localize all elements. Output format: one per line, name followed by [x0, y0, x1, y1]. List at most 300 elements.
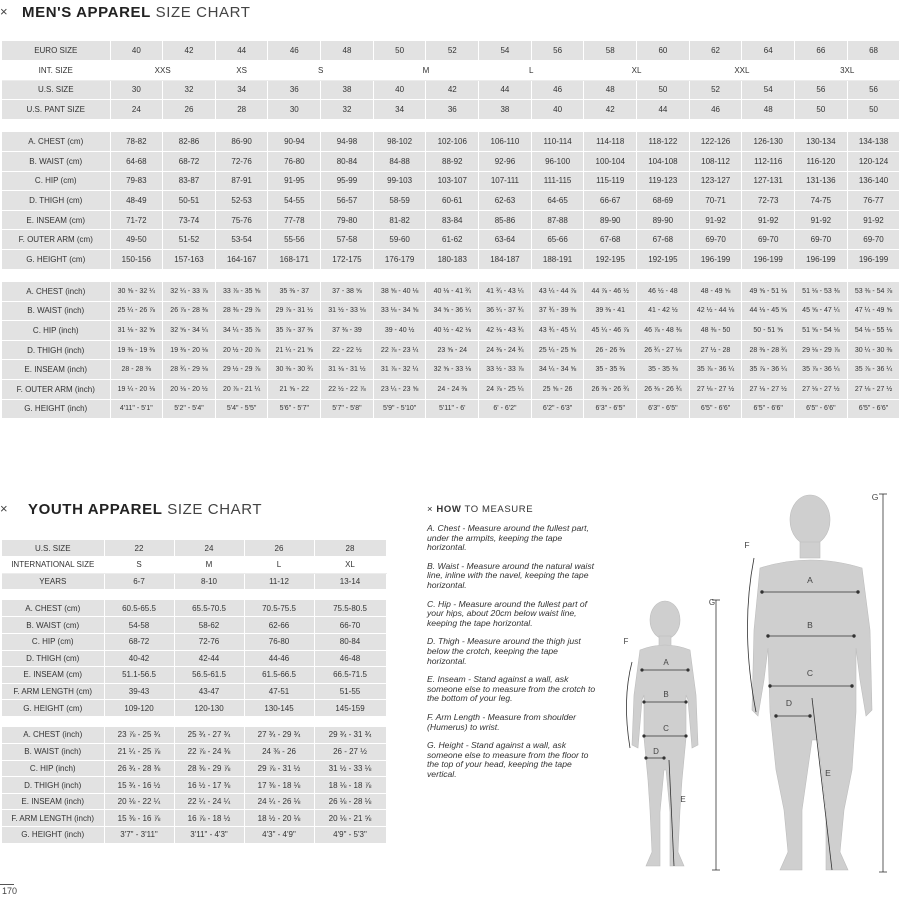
- table-cell: L: [244, 557, 314, 574]
- table-cell: 30 ⅝ - 32 ¼: [110, 282, 163, 302]
- table-cell: 25 ¾ - 27 ¾: [174, 727, 244, 744]
- table-cell: 79-80: [321, 210, 374, 230]
- table-cell: 42 ½ - 44 ⅛: [689, 301, 742, 321]
- measure-inseam-instruction: E. Inseam - Stand against a wall, ask someone else to measure from the crotch to the bottom of your leg.: [427, 674, 596, 704]
- table-cell: 32 ⅝ - 33 ⅛: [426, 360, 479, 380]
- table-cell: 38: [479, 100, 532, 120]
- table-cell: 26 ⅞ - 28 ⅜: [163, 301, 216, 321]
- row-label: B. WAIST (cm): [2, 151, 110, 171]
- table-cell: 36: [426, 100, 479, 120]
- table-cell: 83-87: [163, 171, 216, 191]
- svg-text:D: D: [653, 747, 659, 756]
- table-cell: 86-90: [215, 132, 268, 152]
- table-cell: 48 ⅜ - 50: [689, 321, 742, 341]
- table-cell: 22 - 22 ½: [321, 340, 374, 360]
- table-cell: 61.5-66.5: [244, 667, 314, 684]
- table-gap: [2, 590, 386, 601]
- table-cell: 27 ⅛ - 27 ½: [847, 380, 900, 400]
- table-cell: 66.5-71.5: [314, 667, 386, 684]
- svg-text:G: G: [708, 598, 716, 607]
- table-cell: 3'7" - 3'11": [104, 827, 174, 844]
- table-cell: 91-92: [689, 210, 742, 230]
- table-cell: XL: [584, 61, 689, 81]
- table-cell: 136-140: [847, 171, 900, 191]
- table-cell: 106-110: [479, 132, 532, 152]
- table-cell: 91-92: [847, 210, 900, 230]
- table-cell: 84-88: [373, 151, 426, 171]
- table-cell: 58-59: [373, 191, 426, 211]
- table-cell: 188-191: [531, 249, 584, 269]
- table-cell: 34: [215, 80, 268, 100]
- table-cell: 92-96: [479, 151, 532, 171]
- table-cell: 96-100: [531, 151, 584, 171]
- row-label: INT. SIZE: [2, 61, 110, 81]
- table-cell: 94-98: [321, 132, 374, 152]
- table-row: [2, 282, 900, 302]
- table-cell: M: [373, 61, 478, 81]
- table-cell: XS: [215, 61, 268, 81]
- table-row: [2, 540, 386, 557]
- table-cell: 196-199: [742, 249, 795, 269]
- table-cell: 66-67: [584, 191, 637, 211]
- table-cell: 26: [163, 100, 216, 120]
- table-cell: 50 - 51 ⅝: [742, 321, 795, 341]
- row-label: A. CHEST (cm): [2, 132, 110, 152]
- close-icon: ×: [427, 504, 434, 515]
- table-cell: 46 ½ - 48: [637, 282, 690, 302]
- table-cell: 79-83: [110, 171, 163, 191]
- table-cell: 6' - 6'2": [479, 399, 532, 419]
- table-cell: 50: [847, 100, 900, 120]
- table-cell: 45 ¼ - 46 ⅞: [584, 321, 637, 341]
- table-cell: 111-115: [531, 171, 584, 191]
- table-cell: 39 - 40 ½: [373, 321, 426, 341]
- table-cell: 29 ⅞ - 31 ½: [268, 301, 321, 321]
- table-cell: 52: [689, 80, 742, 100]
- table-cell: 29 ½ - 29 ⅞: [215, 360, 268, 380]
- table-cell: 107-111: [479, 171, 532, 191]
- table-cell: 95-99: [321, 171, 374, 191]
- table-row: [2, 340, 900, 360]
- table-cell: 44 ⅞ - 46 ½: [584, 282, 637, 302]
- table-row: [2, 301, 900, 321]
- row-label: A. CHEST (inch): [2, 282, 110, 302]
- table-cell: 72-76: [215, 151, 268, 171]
- table-cell: 26 ⅛ - 28 ⅛: [314, 793, 386, 810]
- table-cell: 116-120: [795, 151, 848, 171]
- table-cell: 91-92: [795, 210, 848, 230]
- table-cell: 44-46: [244, 650, 314, 667]
- table-cell: 28 ⅜ - 29 ⅞: [215, 301, 268, 321]
- table-cell: 54-55: [268, 191, 321, 211]
- table-cell: 26 ¾ - 28 ⅜: [104, 760, 174, 777]
- table-cell: 22 ⅞ - 24 ⅜: [174, 744, 244, 761]
- table-cell: 48 - 49 ⅝: [689, 282, 742, 302]
- table-cell: 32 ¼ - 33 ⅞: [163, 282, 216, 302]
- row-label: G. HEIGHT (cm): [2, 249, 110, 269]
- table-cell: 87-88: [531, 210, 584, 230]
- how-light: TO MEASURE: [464, 504, 534, 515]
- table-cell: 31 ⅞ - 32 ¼: [373, 360, 426, 380]
- table-cell: 40 ⅛ - 41 ¾: [426, 282, 479, 302]
- table-cell: 35 ⅞ - 36 ¼: [742, 360, 795, 380]
- table-cell: 29 ⅞ - 31 ½: [244, 760, 314, 777]
- table-cell: 114-118: [584, 132, 637, 152]
- row-label: D. THIGH (inch): [2, 777, 104, 794]
- table-cell: 26 ⅜ - 26 ¾: [584, 380, 637, 400]
- table-cell: 42 ⅛ - 43 ¾: [479, 321, 532, 341]
- table-cell: 70-71: [689, 191, 742, 211]
- row-label: INTERNATIONAL SIZE: [2, 557, 104, 574]
- table-row: [2, 827, 386, 844]
- table-cell: 52: [426, 41, 479, 61]
- table-cell: 40-42: [104, 650, 174, 667]
- table-cell: 27 ⅛ - 27 ½: [742, 380, 795, 400]
- table-cell: 40 ½ - 42 ⅛: [426, 321, 479, 341]
- table-cell: 103-107: [426, 171, 479, 191]
- table-cell: 3'11" - 4'3": [174, 827, 244, 844]
- table-cell: 23 ⅞ - 25 ¾: [104, 727, 174, 744]
- table-cell: 22: [104, 540, 174, 557]
- table-cell: 168-171: [268, 249, 321, 269]
- table-cell: 71-72: [110, 210, 163, 230]
- table-row: [2, 633, 386, 650]
- table-cell: 46: [689, 100, 742, 120]
- table-cell: 24: [174, 540, 244, 557]
- table-cell: 87-91: [215, 171, 268, 191]
- table-cell: 6'2" - 6'3": [531, 399, 584, 419]
- table-row: [2, 399, 900, 419]
- table-cell: 61-62: [426, 230, 479, 250]
- table-cell: 68-72: [104, 633, 174, 650]
- table-cell: 119-123: [637, 171, 690, 191]
- table-row: [2, 61, 900, 81]
- table-cell: 68-72: [163, 151, 216, 171]
- table-cell: 51-55: [314, 683, 386, 700]
- table-cell: 66-70: [314, 617, 386, 634]
- table-cell: 56.5-61.5: [174, 667, 244, 684]
- table-cell: 3XL: [795, 61, 900, 81]
- svg-text:A: A: [663, 658, 669, 667]
- table-cell: 100-104: [584, 151, 637, 171]
- table-cell: 24 ⅜ - 26: [244, 744, 314, 761]
- table-cell: 77-78: [268, 210, 321, 230]
- row-label: U.S. SIZE: [2, 540, 104, 557]
- table-cell: 31 ½ - 33 ⅛: [314, 760, 386, 777]
- row-label: EURO SIZE: [2, 41, 110, 61]
- table-cell: 28: [215, 100, 268, 120]
- table-cell: 49-50: [110, 230, 163, 250]
- table-cell: 91-92: [742, 210, 795, 230]
- table-cell: 115-119: [584, 171, 637, 191]
- row-label: A. CHEST (inch): [2, 727, 104, 744]
- table-cell: 192-195: [584, 249, 637, 269]
- table-cell: 22 ⅞ - 23 ¼: [373, 340, 426, 360]
- table-row: [2, 744, 386, 761]
- table-cell: 48: [321, 41, 374, 61]
- table-cell: 18 ⅛ - 18 ⅞: [314, 777, 386, 794]
- table-cell: XL: [314, 557, 386, 574]
- row-label: E. INSEAM (inch): [2, 360, 110, 380]
- table-cell: 62-63: [479, 191, 532, 211]
- youth-section-title: [28, 501, 262, 518]
- table-cell: 54-58: [104, 617, 174, 634]
- table-cell: 130-134: [795, 132, 848, 152]
- table-row: [2, 793, 386, 810]
- table-cell: 26 ⅜ - 26 ¾: [637, 380, 690, 400]
- row-label: C. HIP (inch): [2, 760, 104, 777]
- table-cell: 46 ⅞ - 48 ⅜: [637, 321, 690, 341]
- table-cell: 27 ⅛ - 27 ½: [689, 380, 742, 400]
- table-cell: 31 ⅛ - 31 ½: [321, 360, 374, 380]
- table-cell: 6'3" - 6'5": [584, 399, 637, 419]
- table-cell: 40: [531, 100, 584, 120]
- measure-height-instruction: G. Height - Stand against a wall, ask someone else to measure from the floor to the top of your head, keeping the tape vertical.: [427, 740, 589, 779]
- row-label: C. HIP (cm): [2, 171, 110, 191]
- table-cell: 42-44: [174, 650, 244, 667]
- table-cell: 33 ½ - 33 ⅞: [479, 360, 532, 380]
- table-cell: 69-70: [689, 230, 742, 250]
- table-cell: 39-43: [104, 683, 174, 700]
- table-cell: 64-65: [531, 191, 584, 211]
- table-cell: 91-95: [268, 171, 321, 191]
- svg-text:C: C: [663, 724, 669, 733]
- table-cell: 56: [531, 41, 584, 61]
- table-cell: 34: [373, 100, 426, 120]
- table-cell: 34 ¼ - 35 ⅞: [215, 321, 268, 341]
- row-label: F. ARM LENGTH (cm): [2, 683, 104, 700]
- table-cell: 20 ½ - 20 ⅞: [215, 340, 268, 360]
- table-cell: 24 - 24 ⅜: [426, 380, 479, 400]
- table-cell: 5'6" - 5'7": [268, 399, 321, 419]
- table-cell: 36: [268, 80, 321, 100]
- table-cell: XXL: [689, 61, 794, 81]
- table-cell: 4'11" - 5'1": [110, 399, 163, 419]
- table-cell: 32: [163, 80, 216, 100]
- row-label: C. HIP (cm): [2, 633, 104, 650]
- table-cell: 110-114: [531, 132, 584, 152]
- table-row: [2, 41, 900, 61]
- table-cell: 26 - 26 ⅜: [584, 340, 637, 360]
- table-cell: 76-77: [847, 191, 900, 211]
- table-cell: 20 ⅞ - 21 ¼: [215, 380, 268, 400]
- table-cell: 6'3" - 6'5": [637, 399, 690, 419]
- table-cell: XXS: [110, 61, 215, 81]
- table-cell: M: [174, 557, 244, 574]
- table-cell: 66: [795, 41, 848, 61]
- table-cell: 35 ⅞ - 36 ¼: [795, 360, 848, 380]
- table-cell: 30 ⅜ - 30 ¾: [268, 360, 321, 380]
- table-cell: 51-52: [163, 230, 216, 250]
- table-cell: 23 ⅝ - 24: [426, 340, 479, 360]
- mens-title-light: SIZE CHART: [155, 4, 251, 21]
- row-label: G. HEIGHT (cm): [2, 700, 104, 717]
- measurement-figures: [600, 480, 900, 880]
- table-cell: 127-131: [742, 171, 795, 191]
- youth-title-light: SIZE CHART: [167, 501, 263, 518]
- table-cell: 23 ¼ - 23 ⅝: [373, 380, 426, 400]
- table-row: [2, 80, 900, 100]
- table-row: [2, 230, 900, 250]
- table-cell: 6-7: [104, 573, 174, 590]
- table-cell: 50-51: [163, 191, 216, 211]
- table-cell: 13-14: [314, 573, 386, 590]
- table-cell: 56: [847, 80, 900, 100]
- table-cell: 47 ¼ - 49 ⅝: [847, 301, 900, 321]
- table-cell: 26: [244, 540, 314, 557]
- table-cell: 184-187: [479, 249, 532, 269]
- table-cell: 53 ⅜ - 54 ⅞: [847, 282, 900, 302]
- table-cell: 5'11" - 6': [426, 399, 479, 419]
- table-cell: S: [104, 557, 174, 574]
- mens-title-bold: MEN'S APPAREL: [22, 4, 151, 21]
- table-cell: 5'4" - 5'5": [215, 399, 268, 419]
- table-cell: 48-49: [110, 191, 163, 211]
- table-cell: 28 ⅜ - 29 ⅞: [174, 760, 244, 777]
- table-cell: 47-51: [244, 683, 314, 700]
- table-cell: 31 ½ - 33 ⅛: [321, 301, 374, 321]
- table-cell: 50: [373, 41, 426, 61]
- table-cell: 108-112: [689, 151, 742, 171]
- table-cell: 28 ⅜ - 28 ¾: [742, 340, 795, 360]
- table-cell: 21 ¼ - 21 ⅝: [268, 340, 321, 360]
- table-cell: 37 ¾ - 39 ⅜: [531, 301, 584, 321]
- table-gap: [2, 269, 900, 282]
- svg-text:D: D: [785, 698, 793, 708]
- table-row: [2, 650, 386, 667]
- youth-size-table: [2, 540, 387, 844]
- row-label: E. INSEAM (cm): [2, 667, 104, 684]
- table-cell: 19 ⅜ - 19 ⅜: [110, 340, 163, 360]
- table-row: [2, 727, 386, 744]
- table-cell: 27 ½ - 28: [689, 340, 742, 360]
- table-cell: 37 ⅜ - 39: [321, 321, 374, 341]
- table-cell: 102-106: [426, 132, 479, 152]
- table-cell: S: [268, 61, 373, 81]
- table-row: [2, 667, 386, 684]
- table-row: [2, 210, 900, 230]
- table-cell: 64-68: [110, 151, 163, 171]
- table-gap: [2, 716, 386, 727]
- row-label: G. HEIGHT (inch): [2, 399, 110, 419]
- table-row: [2, 810, 386, 827]
- row-label: F. OUTER ARM (inch): [2, 380, 110, 400]
- table-row: [2, 760, 386, 777]
- mens-size-table: [2, 41, 900, 419]
- table-cell: L: [479, 61, 584, 81]
- table-cell: 40: [373, 80, 426, 100]
- table-cell: 83-84: [426, 210, 479, 230]
- row-label: U.S. PANT SIZE: [2, 100, 110, 120]
- table-cell: 35 ⅞ - 36 ¼: [847, 360, 900, 380]
- table-cell: 73-74: [163, 210, 216, 230]
- table-cell: 90-94: [268, 132, 321, 152]
- table-cell: 55-56: [268, 230, 321, 250]
- youth-title-bold: YOUTH APPAREL: [28, 501, 163, 518]
- table-cell: 164-167: [215, 249, 268, 269]
- table-cell: 26 ¾ - 27 ⅛: [637, 340, 690, 360]
- table-cell: 25 ¼ - 25 ⅝: [531, 340, 584, 360]
- table-cell: 98-102: [373, 132, 426, 152]
- table-cell: 29 ¾ - 31 ¾: [314, 727, 386, 744]
- table-cell: 67-68: [584, 230, 637, 250]
- table-cell: 192-195: [637, 249, 690, 269]
- table-cell: 72-73: [742, 191, 795, 211]
- svg-text:F: F: [744, 540, 750, 550]
- table-cell: 42: [584, 100, 637, 120]
- table-cell: 99-103: [373, 171, 426, 191]
- row-label: G. HEIGHT (inch): [2, 827, 104, 844]
- measure-hip-instruction: C. Hip - Measure around the fullest part of your hips, about 20cm below waist line, keeping the tape horizontal.: [427, 598, 588, 628]
- table-cell: 41 ¾ - 43 ¼: [479, 282, 532, 302]
- table-cell: 54: [479, 41, 532, 61]
- table-cell: 44 ⅛ - 45 ⅝: [742, 301, 795, 321]
- table-cell: 19 ¼ - 20 ⅛: [110, 380, 163, 400]
- child-figure: [632, 601, 698, 866]
- table-cell: 60-61: [426, 191, 479, 211]
- table-row: [2, 617, 386, 634]
- table-cell: 67-68: [637, 230, 690, 250]
- table-cell: 24 ¼ - 26 ⅛: [244, 793, 314, 810]
- table-cell: 63-64: [479, 230, 532, 250]
- table-cell: 75.5-80.5: [314, 600, 386, 617]
- row-label: YEARS: [2, 573, 104, 590]
- table-cell: 35 - 35 ⅜: [584, 360, 637, 380]
- table-cell: 57-58: [321, 230, 374, 250]
- row-label: E. INSEAM (inch): [2, 793, 104, 810]
- table-cell: 123-127: [689, 171, 742, 191]
- page-divider: [0, 884, 14, 885]
- table-cell: 89-90: [637, 210, 690, 230]
- table-cell: 24 ⅞ - 25 ¼: [479, 380, 532, 400]
- table-cell: 24: [110, 100, 163, 120]
- table-cell: 80-84: [314, 633, 386, 650]
- table-cell: 64: [742, 41, 795, 61]
- table-cell: 51 ⅛ - 53 ⅜: [795, 282, 848, 302]
- table-row: [2, 557, 386, 574]
- table-cell: 46-48: [314, 650, 386, 667]
- table-cell: 56-57: [321, 191, 374, 211]
- table-row: [2, 683, 386, 700]
- table-cell: 43-47: [174, 683, 244, 700]
- table-cell: 15 ¾ - 16 ½: [104, 777, 174, 794]
- table-cell: 25 ⅝ - 26: [531, 380, 584, 400]
- row-label: D. THIGH (cm): [2, 191, 110, 211]
- row-label: C. HIP (inch): [2, 321, 110, 341]
- table-cell: 35 ⅞ - 37 ⅜: [268, 321, 321, 341]
- table-row: [2, 171, 900, 191]
- table-cell: 44: [215, 41, 268, 61]
- table-cell: 21 ¼ - 25 ⅞: [104, 744, 174, 761]
- table-cell: 19 ⅜ - 20 ⅛: [163, 340, 216, 360]
- table-cell: 6'5" - 6'6": [795, 399, 848, 419]
- table-cell: 15 ⅜ - 16 ⅞: [104, 810, 174, 827]
- table-cell: 120-130: [174, 700, 244, 717]
- table-cell: 36 ¼ - 37 ¾: [479, 301, 532, 321]
- table-cell: 24 ⅜ - 24 ¾: [479, 340, 532, 360]
- close-icon: ×: [0, 501, 8, 516]
- table-cell: 34 ¼ - 34 ⅝: [531, 360, 584, 380]
- table-cell: 74-75: [795, 191, 848, 211]
- table-cell: 35 - 35 ⅜: [637, 360, 690, 380]
- row-label: E. INSEAM (cm): [2, 210, 110, 230]
- table-cell: 28 ¾ - 29 ⅛: [163, 360, 216, 380]
- table-cell: 46: [268, 41, 321, 61]
- table-cell: 5'2" - 5'4": [163, 399, 216, 419]
- svg-text:A: A: [807, 575, 813, 585]
- table-cell: 62: [689, 41, 742, 61]
- row-label: F. ARM LENGTH (inch): [2, 810, 104, 827]
